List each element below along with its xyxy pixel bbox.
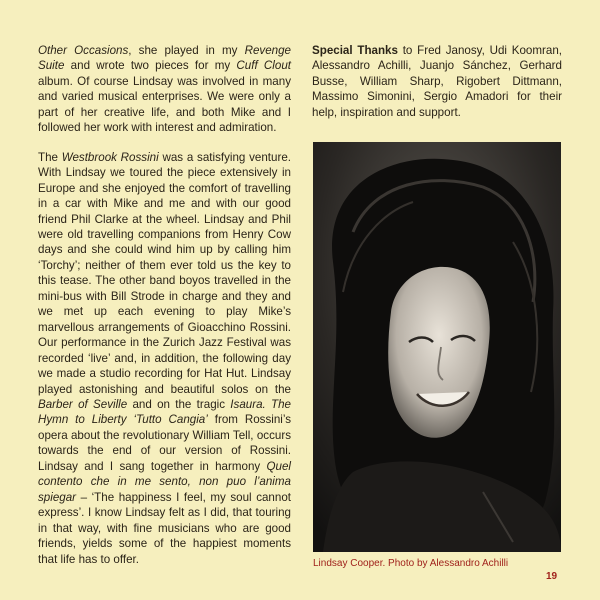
text-run: Westbrook Rossini [61, 150, 159, 164]
special-thanks-paragraph [312, 43, 562, 120]
portrait-photo [313, 142, 561, 552]
text-run: album. Of course Lindsay was involved in many and varied musical enterprises. We were only a part of her creative life, and both Mike and I followed her work with interest and admiration. [38, 74, 291, 135]
portrait-illustration [313, 142, 561, 552]
page-number: 19 [546, 571, 558, 582]
text-run: Cuff Clout [236, 59, 291, 73]
text-run: Revenge Suite [38, 44, 292, 73]
text-run: and wrote two pieces for my [64, 59, 237, 73]
text-run: The [38, 150, 62, 164]
left-text-column [38, 43, 291, 581]
text-run: – ‘The happiness I feel, my soul cannot express’. I know Lindsay felt as I did, that touring in that way, with fine musicians who are good friends, yields some of the happiest moments that life has to offer. [38, 490, 291, 566]
text-run: to Fred Janosy, Udi Koomran, Alessandro Achilli, Juanjo Sánchez, Gerhard Busse, William Sharp, Rigobert Dittmann, Massimo Simonini, Sergio Amadori for their help, inspiration and support. [312, 44, 562, 119]
right-text-column [312, 43, 562, 120]
text-run: Other Occasions [38, 44, 129, 57]
paragraph-other-occasions [38, 43, 291, 136]
text-run: Quel contento che in me sento, non puo l’anima spiegar [38, 459, 291, 504]
text-run: Isaura. The Hymn to Liberty ‘Tutto Cangia’ [38, 397, 291, 427]
photo-caption: Lindsay Cooper. Photo by Alessandro Achilli [313, 558, 509, 569]
paragraph-westbrook-rossini [38, 150, 291, 567]
text-run: was a satisfying venture. With Lindsay we toured the piece extensively in Europe and she enjoyed the comfort of travelling in a car with Mike and me and with our good friend Phil Clarke at the wheel. Lindsay and Phil were old travelling companions from Henry Cow days and she could wind him up by calling him ‘Torchy’; neither of them ever told us the key to this tease. The other band boyos travelled in the mini-bus with Bill Strode in charge and they and we met up each evening to play Mike’s marvellous arrangements of Gioacchino Rossini. Our performance in the Zurich Jazz Festival was recorded ‘live’ and, in addition, the following day we made a studio recording for Hat Hut. Lindsay played astonishing and beautiful solos on the [38, 150, 291, 396]
text-run: Special Thanks [312, 44, 398, 57]
text-run: , she played in my [128, 44, 245, 57]
text-run: Barber of Seville [38, 397, 128, 411]
text-run: and on the tragic [127, 397, 231, 411]
text-run: from Rossini’s opera about the revolutionary William Tell, occurs towards the end of our version of Rossini. Lindsay and I sang together in harmony [38, 413, 292, 473]
